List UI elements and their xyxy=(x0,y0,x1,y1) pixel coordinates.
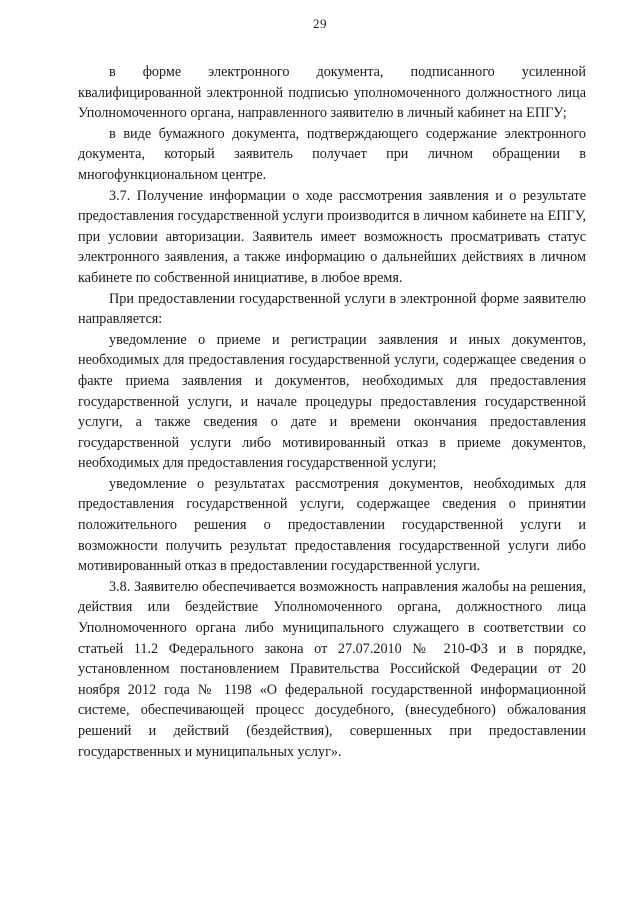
paragraph-paper-document: в виде бумажного документа, подтверждающего содержание электронного документа, который заявитель получает при личном обращении в многофункциональном центре. xyxy=(78,125,586,183)
paragraph-section-3-8: 3.8. Заявителю обеспечивается возможность направления жалобы на решения, действия или бездействие Уполномоченного органа, должностного лица Уполномоченного органа либо муниципального служащего в соответствии со статьей 11.2 Федерального закона от 27.07.2010 № 210-ФЗ и в порядке, установленном постановлением Правительства Российской Федерации от 20 ноября 2012 года № 1198 «О федеральной государственной информационной системе, обеспечивающей процесс досудебного, (внесудебного) обжалования решений и действий (бездействия), совершенных при предоставлении государственных и муниципальных услуг». xyxy=(78,578,586,760)
paragraph-electronic-document: в форме электронного документа, подписанного усиленной квалифицированной электронной подписью уполномоченного должностного лица Уполномоченного органа, направленного заявителю в личный кабинет на ЕПГУ; xyxy=(78,64,586,122)
page-number: 29 xyxy=(313,16,327,31)
paragraph-receipt-notification: уведомление о приеме и регистрации заявления и иных документов, необходимых для предоставления государственной услуги, содержащее сведения о факте приема заявления и документов, необходимых для предоставления государственной услуги, и начале процедуры предоставления государственной услуги, а также сведения о дате и времени окончания предоставления государственной услуги либо мотивированный отказ в приеме документов, необходимых для предоставления государственной услуги; xyxy=(78,331,586,472)
document-body xyxy=(78,62,586,762)
paragraph-result-notification: уведомление о результатах рассмотрения документов, необходимых для предоставления государственной услуги, содержащее сведения о принятии положительного решения о предоставлении государственной услуги и возможности получить результат предоставления государственной услуги либо мотивированный отказ в предоставлении государственной услуги. xyxy=(78,475,586,575)
paragraph-section-3-7: 3.7. Получение информации о ходе рассмотрения заявления и о результате предоставления государственной услуги производится в личном кабинете на ЕПГУ, при условии авторизации. Заявитель имеет возможность просматривать статус электронного заявления, а также информацию о дальнейших действиях в личном кабинете по собственной инициативе, в любое время. xyxy=(78,187,586,286)
paragraph-electronic-form-intro: При предоставлении государственной услуги в электронной форме заявителю направляется: xyxy=(78,290,586,328)
